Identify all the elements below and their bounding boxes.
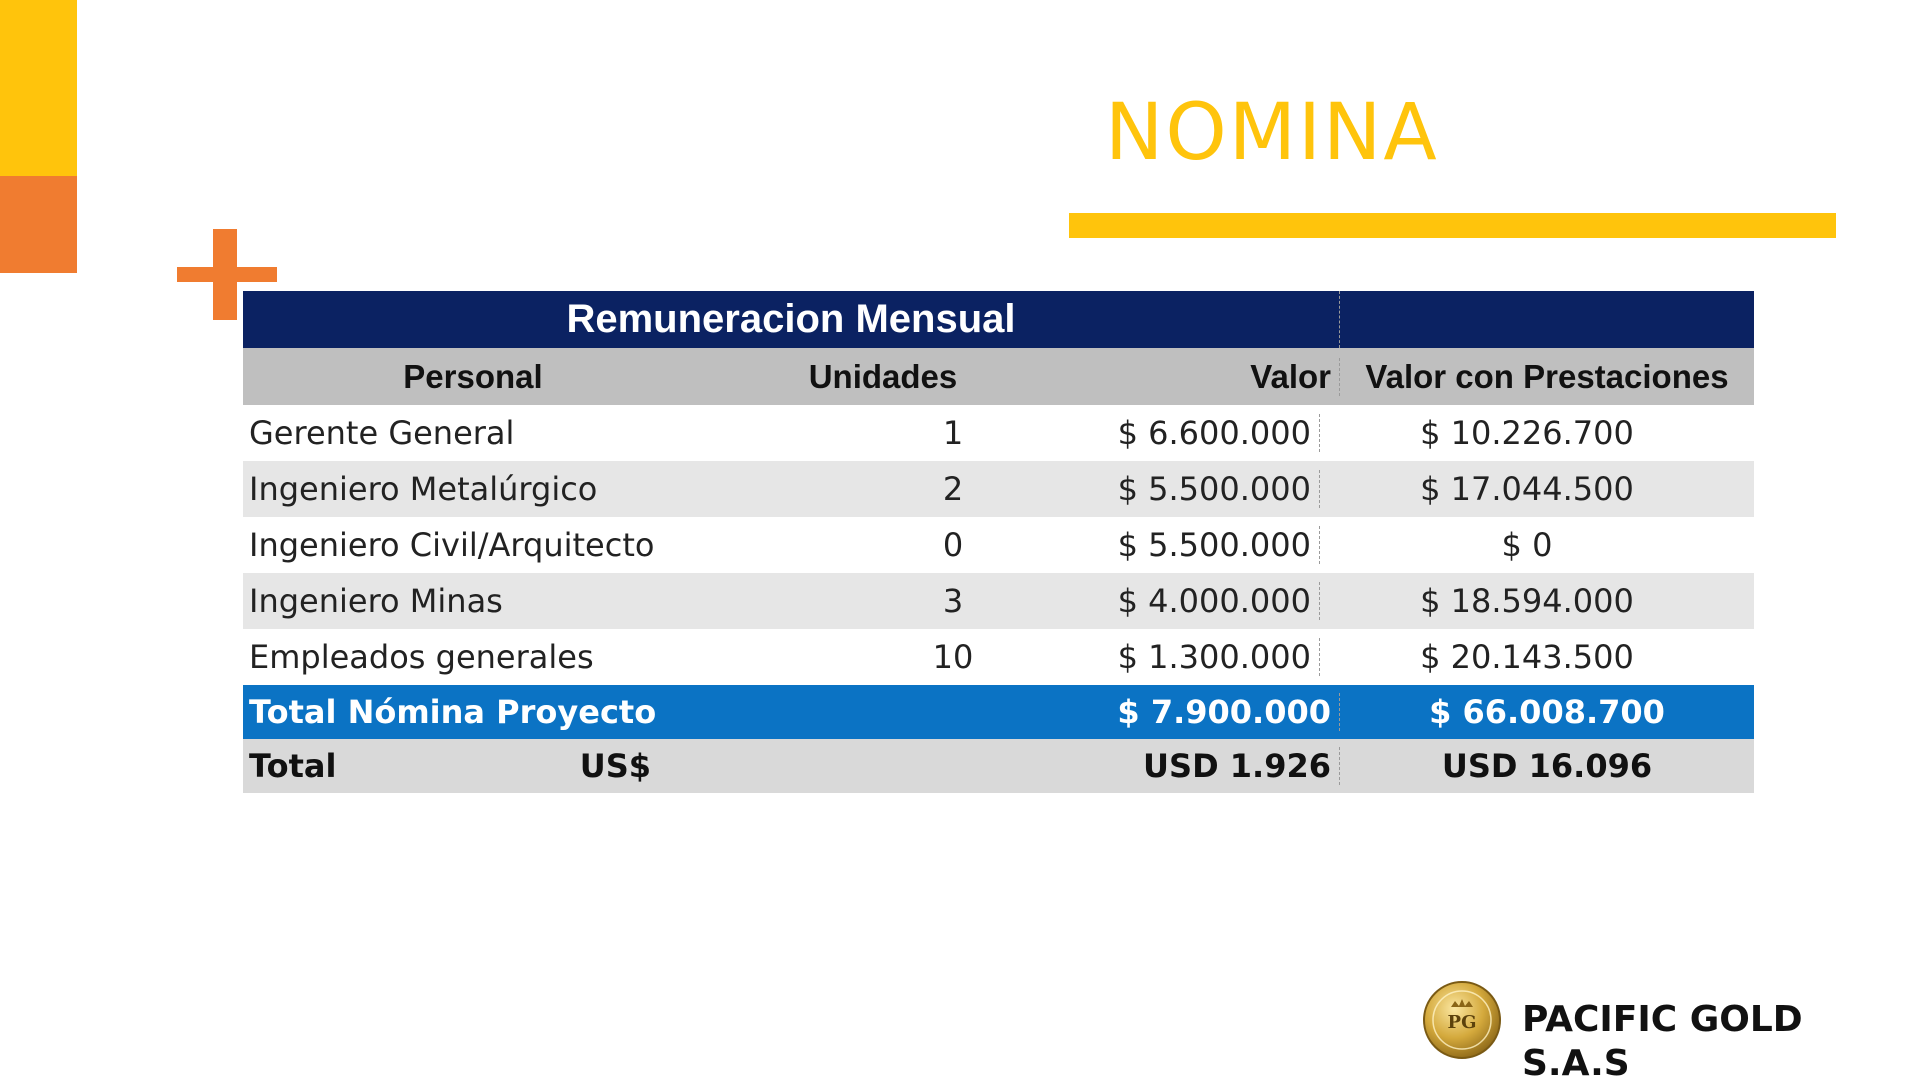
cell-prestaciones: $ 20.143.500 [1420, 638, 1634, 676]
cell-personal: Empleados generales [249, 638, 594, 676]
cell-unidades: 2 [942, 470, 964, 508]
accent-bar-yellow [0, 0, 77, 176]
accent-bar-orange [0, 176, 77, 273]
total-nomina-row [243, 685, 1754, 739]
cell-unidades: 10 [932, 638, 974, 676]
cell-prestaciones: $ 18.594.000 [1420, 582, 1634, 620]
title-underline [1069, 213, 1836, 238]
header-valor: Valor [1063, 358, 1340, 396]
header-personal: Personal [403, 357, 543, 395]
table-row [243, 461, 1754, 517]
usd-valor: USD 1.926 [1063, 747, 1340, 785]
total-usd-row [243, 739, 1754, 793]
usd-label-cell [243, 747, 763, 785]
cell-personal: Ingeniero Civil/Arquitecto [249, 526, 655, 564]
cell-valor: $ 5.500.000 [1043, 470, 1320, 508]
logo-monogram: PG [1447, 1012, 1477, 1033]
cell-personal: Ingeniero Minas [249, 582, 503, 620]
cell-unidades: 0 [942, 526, 964, 564]
cell-prestaciones: $ 17.044.500 [1420, 470, 1634, 508]
cell-personal: Gerente General [249, 414, 515, 452]
plus-icon-vertical [213, 229, 237, 320]
cell-valor: $ 4.000.000 [1043, 582, 1320, 620]
cell-valor: $ 5.500.000 [1043, 526, 1320, 564]
payroll-table [243, 291, 1754, 793]
header-unidades: Unidades [808, 357, 958, 395]
cell-valor: $ 1.300.000 [1043, 638, 1320, 676]
table-title-row [243, 291, 1754, 348]
table-row [243, 517, 1754, 573]
gold-coin-logo-icon [1422, 980, 1502, 1060]
total-valor: $ 7.900.000 [1063, 693, 1340, 731]
usd-prestaciones: USD 16.096 [1441, 747, 1653, 785]
table-header-row [243, 348, 1754, 405]
usd-label: Total [249, 747, 337, 785]
table-row [243, 573, 1754, 629]
table-title: Remuneracion Mensual [243, 291, 1340, 348]
table-row [243, 405, 1754, 461]
usd-currency: US$ [579, 747, 651, 785]
header-valor-prestaciones: Valor con Prestaciones [1365, 357, 1729, 395]
cell-personal: Ingeniero Metalúrgico [249, 470, 598, 508]
cell-unidades: 1 [942, 414, 964, 452]
total-prestaciones: $ 66.008.700 [1429, 693, 1665, 731]
table-row [243, 629, 1754, 685]
cell-prestaciones: $ 10.226.700 [1420, 414, 1634, 452]
total-label: Total Nómina Proyecto [249, 693, 657, 731]
brand-name: PACIFIC GOLD S.A.S [1522, 999, 1803, 1080]
page-title: NOMINA [1105, 88, 1439, 178]
cell-unidades: 3 [942, 582, 964, 620]
cell-prestaciones: $ 0 [1501, 526, 1553, 564]
cell-valor: $ 6.600.000 [1043, 414, 1320, 452]
